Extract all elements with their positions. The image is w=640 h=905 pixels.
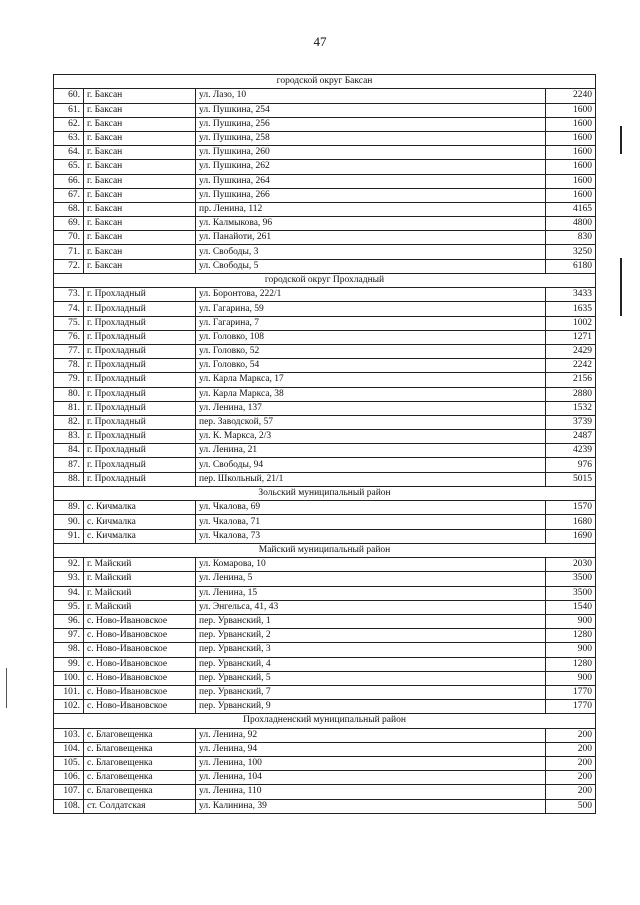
address-cell: пер. Школьный, 21/1 [196,472,546,486]
area-cell: 5015 [546,472,596,486]
area-cell: 2242 [546,359,596,373]
address-cell: ул. Головко, 108 [196,330,546,344]
address-cell: ул. Ленина, 100 [196,757,546,771]
area-cell: 6180 [546,259,596,273]
address-cell: ул. Ленина, 94 [196,742,546,756]
section-title: Майский муниципальный район [54,543,596,557]
row-number-cell: 66. [54,174,84,188]
table-row [54,359,596,373]
row-number-cell: 89. [54,501,84,515]
row-number-cell: 63. [54,131,84,145]
settlement-cell: г. Прохладный [84,330,196,344]
address-cell: ул. Свободы, 5 [196,259,546,273]
settlement-cell: г. Баксан [84,202,196,216]
row-number-cell: 91. [54,529,84,543]
row-number-cell: 60. [54,89,84,103]
address-cell: пер. Урванский, 5 [196,671,546,685]
row-number-cell: 104. [54,742,84,756]
area-cell: 200 [546,771,596,785]
table-row [54,245,596,259]
address-cell: ул. Чкалова, 69 [196,501,546,515]
section-header-row [54,273,596,287]
table-row [54,685,596,699]
address-cell: ул. Ленина, 137 [196,401,546,415]
settlement-cell: г. Баксан [84,117,196,131]
row-number-cell: 100. [54,671,84,685]
address-cell: ул. Ленина, 104 [196,771,546,785]
area-cell: 900 [546,614,596,628]
land-plot-table [53,74,596,814]
table-row [54,700,596,714]
settlement-cell: г. Прохладный [84,415,196,429]
settlement-cell: ст. Солдатская [84,799,196,813]
area-cell: 2880 [546,387,596,401]
table-row [54,600,596,614]
settlement-cell: с. Благовещенка [84,742,196,756]
address-cell: ул. Энгельса, 41, 43 [196,600,546,614]
row-number-cell: 79. [54,373,84,387]
area-cell: 1600 [546,188,596,202]
row-number-cell: 88. [54,472,84,486]
table-row [54,458,596,472]
row-number-cell: 103. [54,728,84,742]
address-cell: пер. Урванский, 4 [196,657,546,671]
area-cell: 900 [546,643,596,657]
row-number-cell: 82. [54,415,84,429]
address-cell: ул. Головко, 54 [196,359,546,373]
table-row [54,174,596,188]
table-row [54,217,596,231]
row-number-cell: 106. [54,771,84,785]
area-cell: 4800 [546,217,596,231]
table-row [54,387,596,401]
area-cell: 1635 [546,302,596,316]
settlement-cell: г. Майский [84,558,196,572]
area-cell: 200 [546,757,596,771]
table-row [54,131,596,145]
row-number-cell: 98. [54,643,84,657]
address-cell: ул. Ленина, 92 [196,728,546,742]
table-row [54,316,596,330]
settlement-cell: г. Прохладный [84,359,196,373]
settlement-cell: с. Кичмалка [84,501,196,515]
row-number-cell: 62. [54,117,84,131]
address-cell: ул. Комарова, 10 [196,558,546,572]
settlement-cell: г. Прохладный [84,472,196,486]
table-row [54,117,596,131]
table-row [54,344,596,358]
address-cell: ул. Свободы, 94 [196,458,546,472]
area-cell: 1600 [546,131,596,145]
settlement-cell: с. Ново-Ивановское [84,614,196,628]
area-cell: 830 [546,231,596,245]
row-number-cell: 61. [54,103,84,117]
settlement-cell: г. Баксан [84,89,196,103]
row-number-cell: 69. [54,217,84,231]
settlement-cell: г. Майский [84,586,196,600]
area-cell: 1002 [546,316,596,330]
row-number-cell: 76. [54,330,84,344]
row-number-cell: 70. [54,231,84,245]
row-number-cell: 101. [54,685,84,699]
area-cell: 1280 [546,629,596,643]
table-row [54,444,596,458]
settlement-cell: г. Прохладный [84,444,196,458]
address-cell: ул. Пушкина, 258 [196,131,546,145]
table-row [54,558,596,572]
address-cell: ул. Чкалова, 73 [196,529,546,543]
settlement-cell: г. Баксан [84,131,196,145]
settlement-cell: г. Баксан [84,146,196,160]
area-cell: 1570 [546,501,596,515]
table-row [54,103,596,117]
section-header-row [54,486,596,500]
settlement-cell: г. Прохладный [84,401,196,415]
settlement-cell: г. Майский [84,600,196,614]
section-header-row [54,75,596,89]
table-row [54,728,596,742]
address-cell: ул. Головко, 52 [196,344,546,358]
table-row [54,501,596,515]
row-number-cell: 80. [54,387,84,401]
row-number-cell: 83. [54,430,84,444]
table-row [54,160,596,174]
settlement-cell: с. Благовещенка [84,771,196,785]
settlement-cell: г. Баксан [84,188,196,202]
table-row [54,657,596,671]
address-cell: ул. Ленина, 15 [196,586,546,600]
table-row [54,188,596,202]
area-cell: 4239 [546,444,596,458]
row-number-cell: 99. [54,657,84,671]
address-cell: ул. Гагарина, 59 [196,302,546,316]
row-number-cell: 102. [54,700,84,714]
address-cell: ул. Панайоти, 261 [196,231,546,245]
area-cell: 1600 [546,117,596,131]
area-cell: 3433 [546,288,596,302]
area-cell: 976 [546,458,596,472]
address-cell: пер. Урванский, 2 [196,629,546,643]
area-cell: 1600 [546,103,596,117]
row-number-cell: 78. [54,359,84,373]
area-cell: 1690 [546,529,596,543]
area-cell: 1600 [546,174,596,188]
address-cell: ул. К. Маркса, 2/3 [196,430,546,444]
row-number-cell: 71. [54,245,84,259]
area-cell: 1532 [546,401,596,415]
settlement-cell: с. Ново-Ивановское [84,657,196,671]
address-cell: пер. Урванский, 3 [196,643,546,657]
settlement-cell: г. Баксан [84,231,196,245]
table-row [54,529,596,543]
row-number-cell: 75. [54,316,84,330]
table-row [54,146,596,160]
area-cell: 3500 [546,572,596,586]
settlement-cell: с. Благовещенка [84,728,196,742]
row-number-cell: 93. [54,572,84,586]
row-number-cell: 95. [54,600,84,614]
section-title: Прохладненский муниципальный район [54,714,596,728]
address-cell: пер. Заводской, 57 [196,415,546,429]
area-cell: 2156 [546,373,596,387]
section-header-row [54,714,596,728]
table-row [54,572,596,586]
address-cell: ул. Пушкина, 262 [196,160,546,174]
section-header-row [54,543,596,557]
settlement-cell: г. Баксан [84,259,196,273]
scan-margin-mark [620,126,622,154]
settlement-cell: г. Прохладный [84,373,196,387]
table-row [54,302,596,316]
settlement-cell: г. Прохладный [84,458,196,472]
row-number-cell: 94. [54,586,84,600]
area-cell: 4165 [546,202,596,216]
area-cell: 3250 [546,245,596,259]
address-cell: ул. Боронтова, 222/1 [196,288,546,302]
row-number-cell: 67. [54,188,84,202]
area-cell: 1770 [546,700,596,714]
table-row [54,643,596,657]
settlement-cell: с. Благовещенка [84,757,196,771]
address-cell: ул. Ленина, 21 [196,444,546,458]
settlement-cell: г. Прохладный [84,387,196,401]
row-number-cell: 87. [54,458,84,472]
area-cell: 1600 [546,146,596,160]
address-cell: ул. Гагарина, 7 [196,316,546,330]
address-cell: ул. Карла Маркса, 17 [196,373,546,387]
area-cell: 3739 [546,415,596,429]
address-cell: ул. Пушкина, 254 [196,103,546,117]
settlement-cell: с. Кичмалка [84,529,196,543]
table-row [54,330,596,344]
table-row [54,288,596,302]
settlement-cell: с. Ново-Ивановское [84,685,196,699]
row-number-cell: 64. [54,146,84,160]
area-cell: 500 [546,799,596,813]
table-row [54,742,596,756]
address-cell: пр. Ленина, 112 [196,202,546,216]
area-cell: 1540 [546,600,596,614]
settlement-cell: г. Баксан [84,217,196,231]
section-title: городской округ Баксан [54,75,596,89]
table-row [54,259,596,273]
table-row [54,785,596,799]
address-cell: ул. Лазо, 10 [196,89,546,103]
row-number-cell: 107. [54,785,84,799]
table-row [54,89,596,103]
settlement-cell: г. Баксан [84,160,196,174]
settlement-cell: с. Кичмалка [84,515,196,529]
area-cell: 1770 [546,685,596,699]
table-row [54,373,596,387]
settlement-cell: с. Ново-Ивановское [84,700,196,714]
row-number-cell: 74. [54,302,84,316]
table-row [54,757,596,771]
address-cell: ул. Ленина, 110 [196,785,546,799]
row-number-cell: 97. [54,629,84,643]
section-title: Зольский муниципальный район [54,486,596,500]
table-row [54,799,596,813]
row-number-cell: 90. [54,515,84,529]
settlement-cell: г. Прохладный [84,316,196,330]
row-number-cell: 96. [54,614,84,628]
settlement-cell: г. Баксан [84,103,196,117]
address-cell: пер. Урванский, 1 [196,614,546,628]
row-number-cell: 73. [54,288,84,302]
area-cell: 2030 [546,558,596,572]
row-number-cell: 108. [54,799,84,813]
address-cell: пер. Урванский, 7 [196,685,546,699]
address-cell: ул. Свободы, 3 [196,245,546,259]
row-number-cell: 77. [54,344,84,358]
settlement-cell: г. Баксан [84,174,196,188]
row-number-cell: 105. [54,757,84,771]
area-cell: 200 [546,785,596,799]
table-row [54,629,596,643]
area-cell: 900 [546,671,596,685]
table-row [54,430,596,444]
settlement-cell: г. Прохладный [84,430,196,444]
row-number-cell: 84. [54,444,84,458]
table-row [54,586,596,600]
table-row [54,415,596,429]
settlement-cell: с. Ново-Ивановское [84,629,196,643]
area-cell: 1271 [546,330,596,344]
area-cell: 1280 [546,657,596,671]
area-cell: 1680 [546,515,596,529]
table-row [54,401,596,415]
page-number: 47 [313,34,327,49]
address-cell: ул. Карла Маркса, 38 [196,387,546,401]
area-cell: 200 [546,742,596,756]
table-row [54,614,596,628]
row-number-cell: 92. [54,558,84,572]
scan-margin-mark [6,668,7,708]
area-cell: 3500 [546,586,596,600]
table-row [54,671,596,685]
row-number-cell: 81. [54,401,84,415]
row-number-cell: 72. [54,259,84,273]
table-row [54,202,596,216]
settlement-cell: г. Прохладный [84,344,196,358]
address-cell: ул. Калинина, 39 [196,799,546,813]
address-cell: ул. Калмыкова, 96 [196,217,546,231]
settlement-cell: г. Майский [84,572,196,586]
table-row [54,231,596,245]
settlement-cell: с. Ново-Ивановское [84,643,196,657]
section-title: городской округ Прохладный [54,273,596,287]
settlement-cell: с. Благовещенка [84,785,196,799]
table-row [54,771,596,785]
area-cell: 200 [546,728,596,742]
settlement-cell: г. Баксан [84,245,196,259]
area-cell: 2487 [546,430,596,444]
settlement-cell: с. Ново-Ивановское [84,671,196,685]
row-number-cell: 68. [54,202,84,216]
area-cell: 2429 [546,344,596,358]
scan-margin-mark [620,258,622,316]
address-cell: ул. Пушкина, 264 [196,174,546,188]
row-number-cell: 65. [54,160,84,174]
settlement-cell: г. Прохладный [84,302,196,316]
address-cell: ул. Ленина, 5 [196,572,546,586]
settlement-cell: г. Прохладный [84,288,196,302]
address-cell: ул. Пушкина, 266 [196,188,546,202]
address-cell: ул. Чкалова, 71 [196,515,546,529]
area-cell: 1600 [546,160,596,174]
address-cell: ул. Пушкина, 260 [196,146,546,160]
address-cell: ул. Пушкина, 256 [196,117,546,131]
table-row [54,515,596,529]
address-cell: пер. Урванский, 9 [196,700,546,714]
area-cell: 2240 [546,89,596,103]
table-row [54,472,596,486]
